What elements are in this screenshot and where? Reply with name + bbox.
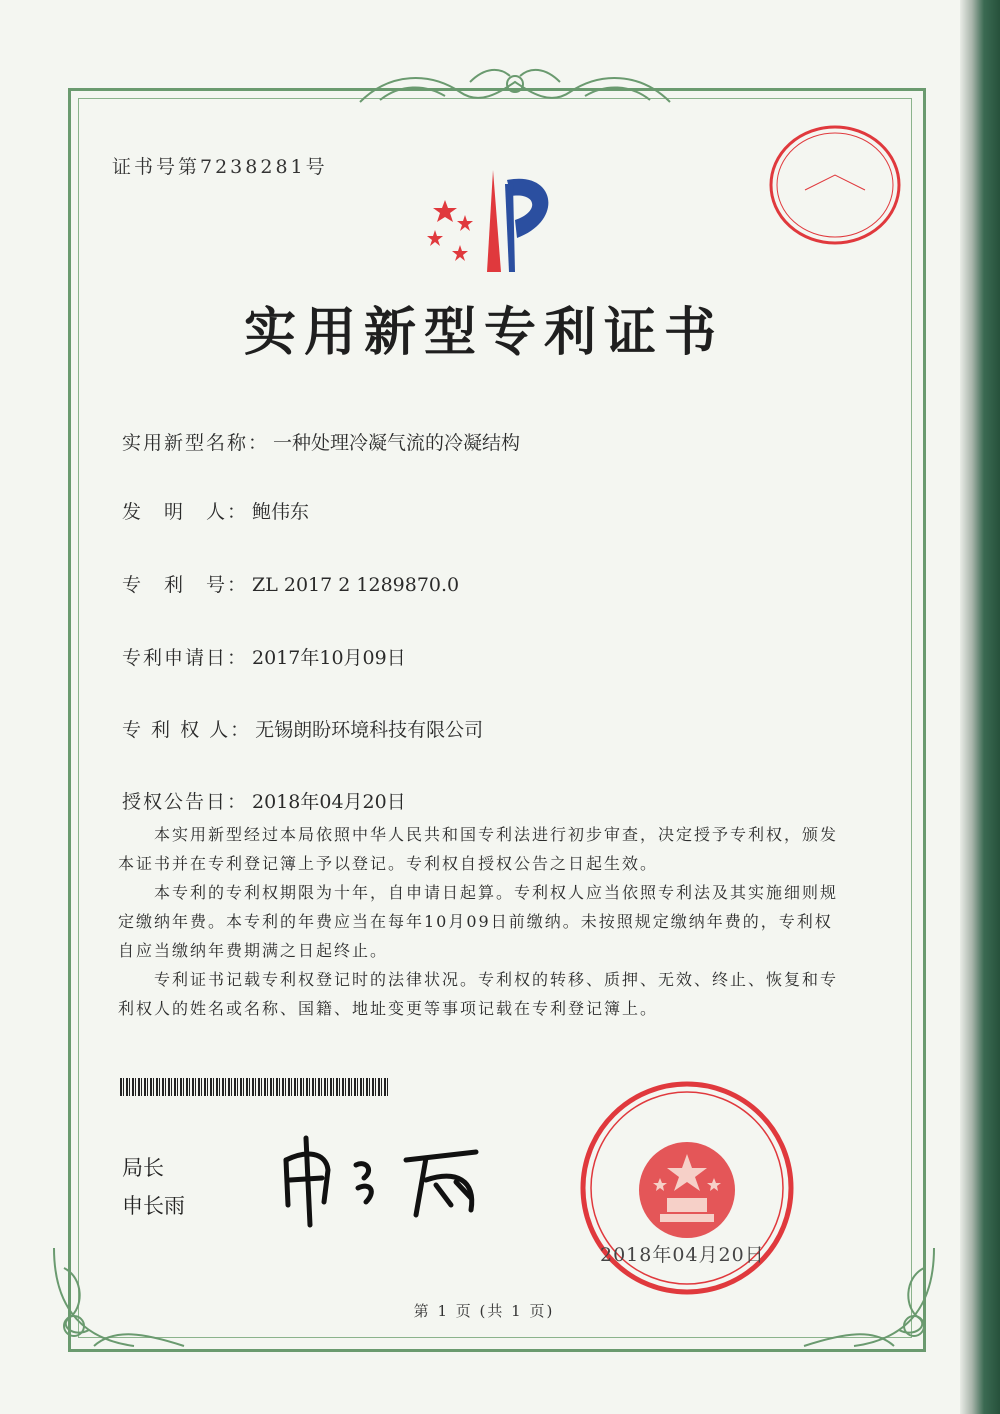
- scan-edge: [960, 0, 1000, 1414]
- inventor-row: [122, 497, 309, 524]
- certificate-title: 实用新型专利证书: [243, 302, 724, 363]
- tax-stamp-seal-icon: [765, 120, 905, 250]
- body-paragraph-1: 本实用新型经过本局依照中华人民共和国专利法进行初步审查，决定授予专利权，颁发本证书并在专利登记簿上予以登记。专利权自授权公告之日起生效。: [118, 825, 839, 873]
- top-ornament-icon: [350, 62, 680, 116]
- corner-ornament-bottom-right-icon: [794, 1238, 944, 1358]
- patent-number-value: ZL 2017 2 1289870.0: [252, 574, 460, 596]
- certificate-body: [118, 820, 848, 1023]
- body-paragraph-2: 本专利的专利权期限为十年，自申请日起算。专利权人应当依照专利法及其实施细则规定缴纳年费。本专利的年费应当在每年10月09日前缴纳。未按照规定缴纳年费的，专利权自应当缴纳年费期满之日起终止。: [118, 883, 839, 960]
- filing-date-row: [122, 643, 406, 670]
- director-name: 申长雨: [122, 1194, 185, 1218]
- patent-number-label: 专 利 号：: [122, 574, 249, 596]
- barcode: [120, 1078, 388, 1096]
- filing-date-label: 专利申请日：: [122, 647, 249, 669]
- body-paragraph-3: 专利证书记载专利权登记时的法律状况。专利权的转移、质押、无效、终止、恢复和专利权人的姓名或名称、国籍、地址变更等事项记载在专利登记簿上。: [118, 970, 839, 1018]
- corner-ornament-bottom-left-icon: [44, 1238, 194, 1358]
- inventor-label: 发 明 人：: [122, 501, 249, 523]
- patent-office-logo-icon: [415, 160, 575, 280]
- handwritten-signature-icon: [276, 1130, 496, 1230]
- patent-number-row: [122, 570, 459, 597]
- certificate-number: 证书号第7238281号: [112, 156, 328, 178]
- patentee-row: [122, 715, 483, 742]
- inventor-value: 鲍伟东: [252, 501, 310, 523]
- patentee-label: 专 利 权 人：: [122, 719, 252, 741]
- page-footer: 第 1 页 (共 1 页): [413, 1302, 555, 1320]
- utility-model-name-label: 实用新型名称：: [122, 432, 270, 454]
- patentee-value: 无锡朗盼环境科技有限公司: [255, 719, 484, 741]
- grant-date-value: 2018年04月20日: [252, 791, 406, 813]
- grant-date-row: [122, 787, 406, 814]
- seal-date: 2018年04月20日: [600, 1244, 765, 1266]
- filing-date-value: 2017年10月09日: [252, 647, 406, 669]
- director-title: 局长: [122, 1156, 164, 1180]
- grant-date-label: 授权公告日：: [122, 791, 249, 813]
- utility-model-name-value: 一种处理冷凝气流的冷凝结构: [273, 432, 521, 454]
- utility-model-name-row: [122, 428, 520, 455]
